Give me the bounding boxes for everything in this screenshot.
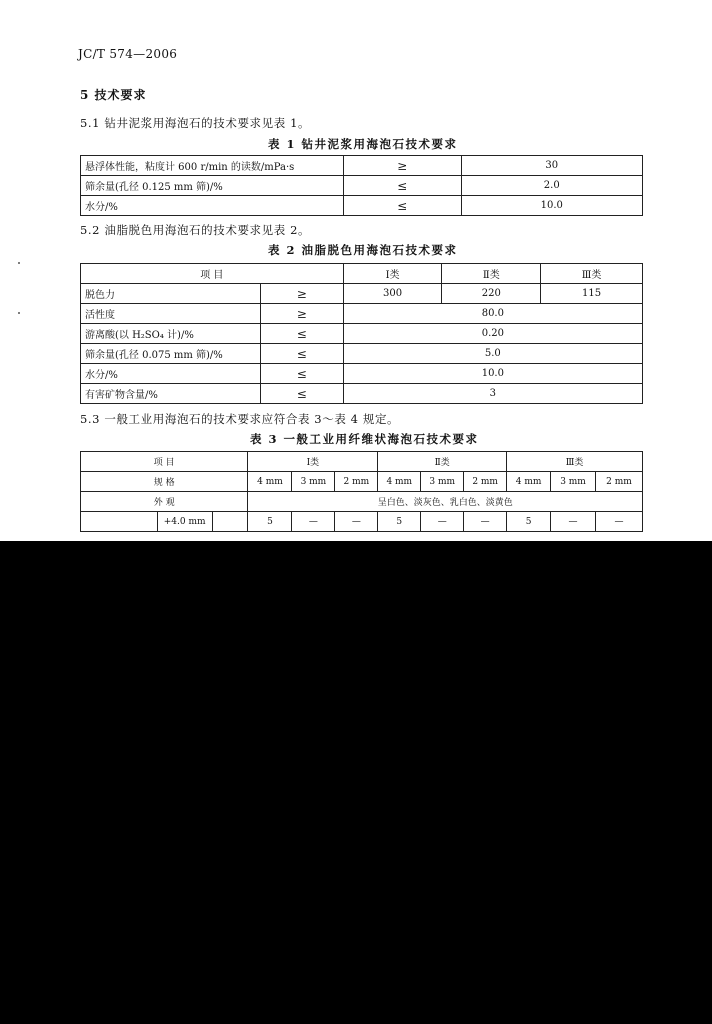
table-cell-symbol: ≤ — [343, 196, 461, 216]
table-cell-item: 游离酸(以 H₂SO₄ 计)/% — [81, 324, 261, 344]
table-cell-value: — — [292, 512, 335, 532]
table-header-row — [81, 264, 643, 284]
table-cell-value: 5 — [248, 512, 292, 532]
table-1-caption: 表 1 钻井泥浆用海泡石技术要求 — [268, 137, 458, 151]
table-header-class-1: Ⅰ类 — [343, 264, 442, 284]
table-cell-blank — [212, 512, 248, 532]
table-cell-value: 0.20 — [343, 324, 642, 344]
table-cell-value: 10.0 — [461, 196, 643, 216]
table-cell-symbol: ≥ — [343, 156, 461, 176]
table-cell-symbol: ≤ — [260, 364, 343, 384]
table-header-item: 项 目 — [81, 264, 344, 284]
table-cell-item: 水分/% — [81, 364, 261, 384]
table-header-class-3: Ⅲ类 — [507, 452, 643, 472]
table-3 — [80, 451, 643, 532]
table-header-class-2: Ⅱ类 — [378, 452, 507, 472]
scan-speck — [18, 312, 20, 314]
table-cell-value: 30 — [461, 156, 643, 176]
table-header-item: 项 目 — [81, 452, 248, 472]
table-header-row — [81, 452, 643, 472]
table-cell-size: 2 mm — [464, 472, 507, 492]
table-cell-size: 2 mm — [335, 472, 378, 492]
table-cell-symbol: ≤ — [260, 344, 343, 364]
table-cell-value: 115 — [541, 284, 643, 304]
section-title: 5 技术要求 — [80, 88, 147, 102]
table-row — [81, 156, 643, 176]
table-cell-size: 2 mm — [595, 472, 642, 492]
table-header-class-1: Ⅰ类 — [248, 452, 378, 472]
table-cell-value: 5 — [378, 512, 421, 532]
table-row — [81, 364, 643, 384]
table-cell-size: 4 mm — [248, 472, 292, 492]
table-header-class-2: Ⅱ类 — [442, 264, 541, 284]
table-row-spec — [81, 472, 643, 492]
table-cell-value: — — [335, 512, 378, 532]
table-cell-size: 3 mm — [551, 472, 596, 492]
table-cell-value: 5.0 — [343, 344, 642, 364]
table-row — [81, 344, 643, 364]
document-code: JC/T 574—2006 — [78, 47, 178, 61]
table-cell-value: — — [464, 512, 507, 532]
table-cell-value: 5 — [507, 512, 551, 532]
table-cell-symbol: ≤ — [260, 324, 343, 344]
table-cell-size: 3 mm — [292, 472, 335, 492]
table-row — [81, 196, 643, 216]
paragraph-5-2: 5.2 油脂脱色用海泡石的技术要求见表 2。 — [80, 223, 311, 237]
table-cell-symbol: ≤ — [260, 384, 343, 404]
table-cell-sieve-label: +4.0 mm — [157, 512, 212, 532]
table-cell-value: 80.0 — [343, 304, 642, 324]
table-cell-item: 有害矿物含量/% — [81, 384, 261, 404]
table-cell-item: 水分/% — [81, 196, 344, 216]
table-cell-spec-label: 规 格 — [81, 472, 248, 492]
table-cell-symbol: ≥ — [260, 284, 343, 304]
table-cell-size: 3 mm — [421, 472, 464, 492]
table-cell-value: 300 — [343, 284, 442, 304]
table-row — [81, 176, 643, 196]
table-cell-value: — — [421, 512, 464, 532]
table-cell-symbol: ≤ — [343, 176, 461, 196]
table-row — [81, 304, 643, 324]
table-row — [81, 324, 643, 344]
table-cell-value: 2.0 — [461, 176, 643, 196]
paragraph-5-1: 5.1 钻井泥浆用海泡石的技术要求见表 1。 — [80, 116, 311, 130]
table-row-plus-4mm — [81, 512, 643, 532]
table-cell-appearance-label: 外 观 — [81, 492, 248, 512]
redacted-black-region — [0, 541, 712, 1024]
table-cell-item: 脱色力 — [81, 284, 261, 304]
table-row-appearance — [81, 492, 643, 512]
table-row — [81, 284, 643, 304]
table-cell-blank — [81, 512, 158, 532]
table-cell-value: 220 — [442, 284, 541, 304]
table-1 — [80, 155, 643, 216]
table-cell-item: 筛余量(孔径 0.125 mm 筛)/% — [81, 176, 344, 196]
table-cell-value: — — [551, 512, 596, 532]
table-cell-symbol: ≥ — [260, 304, 343, 324]
scan-speck — [18, 262, 20, 264]
table-cell-value: 10.0 — [343, 364, 642, 384]
table-cell-item: 活性度 — [81, 304, 261, 324]
table-cell-item: 筛余量(孔径 0.075 mm 筛)/% — [81, 344, 261, 364]
table-cell-item: 悬浮体性能，粘度计 600 r/min 的读数/mPa·s — [81, 156, 344, 176]
table-2-caption: 表 2 油脂脱色用海泡石技术要求 — [268, 243, 458, 257]
table-2 — [80, 263, 643, 404]
table-cell-value: — — [595, 512, 642, 532]
table-cell-size: 4 mm — [378, 472, 421, 492]
table-cell-size: 4 mm — [507, 472, 551, 492]
table-cell-appearance-value: 呈白色、淡灰色、乳白色、淡黄色 — [248, 492, 643, 512]
table-row — [81, 384, 643, 404]
table-3-caption: 表 3 一般工业用纤维状海泡石技术要求 — [250, 432, 479, 446]
table-cell-value: 3 — [343, 384, 642, 404]
paragraph-5-3: 5.3 一般工业用海泡石的技术要求应符合表 3～表 4 规定。 — [80, 412, 400, 426]
table-header-class-3: Ⅲ类 — [541, 264, 643, 284]
